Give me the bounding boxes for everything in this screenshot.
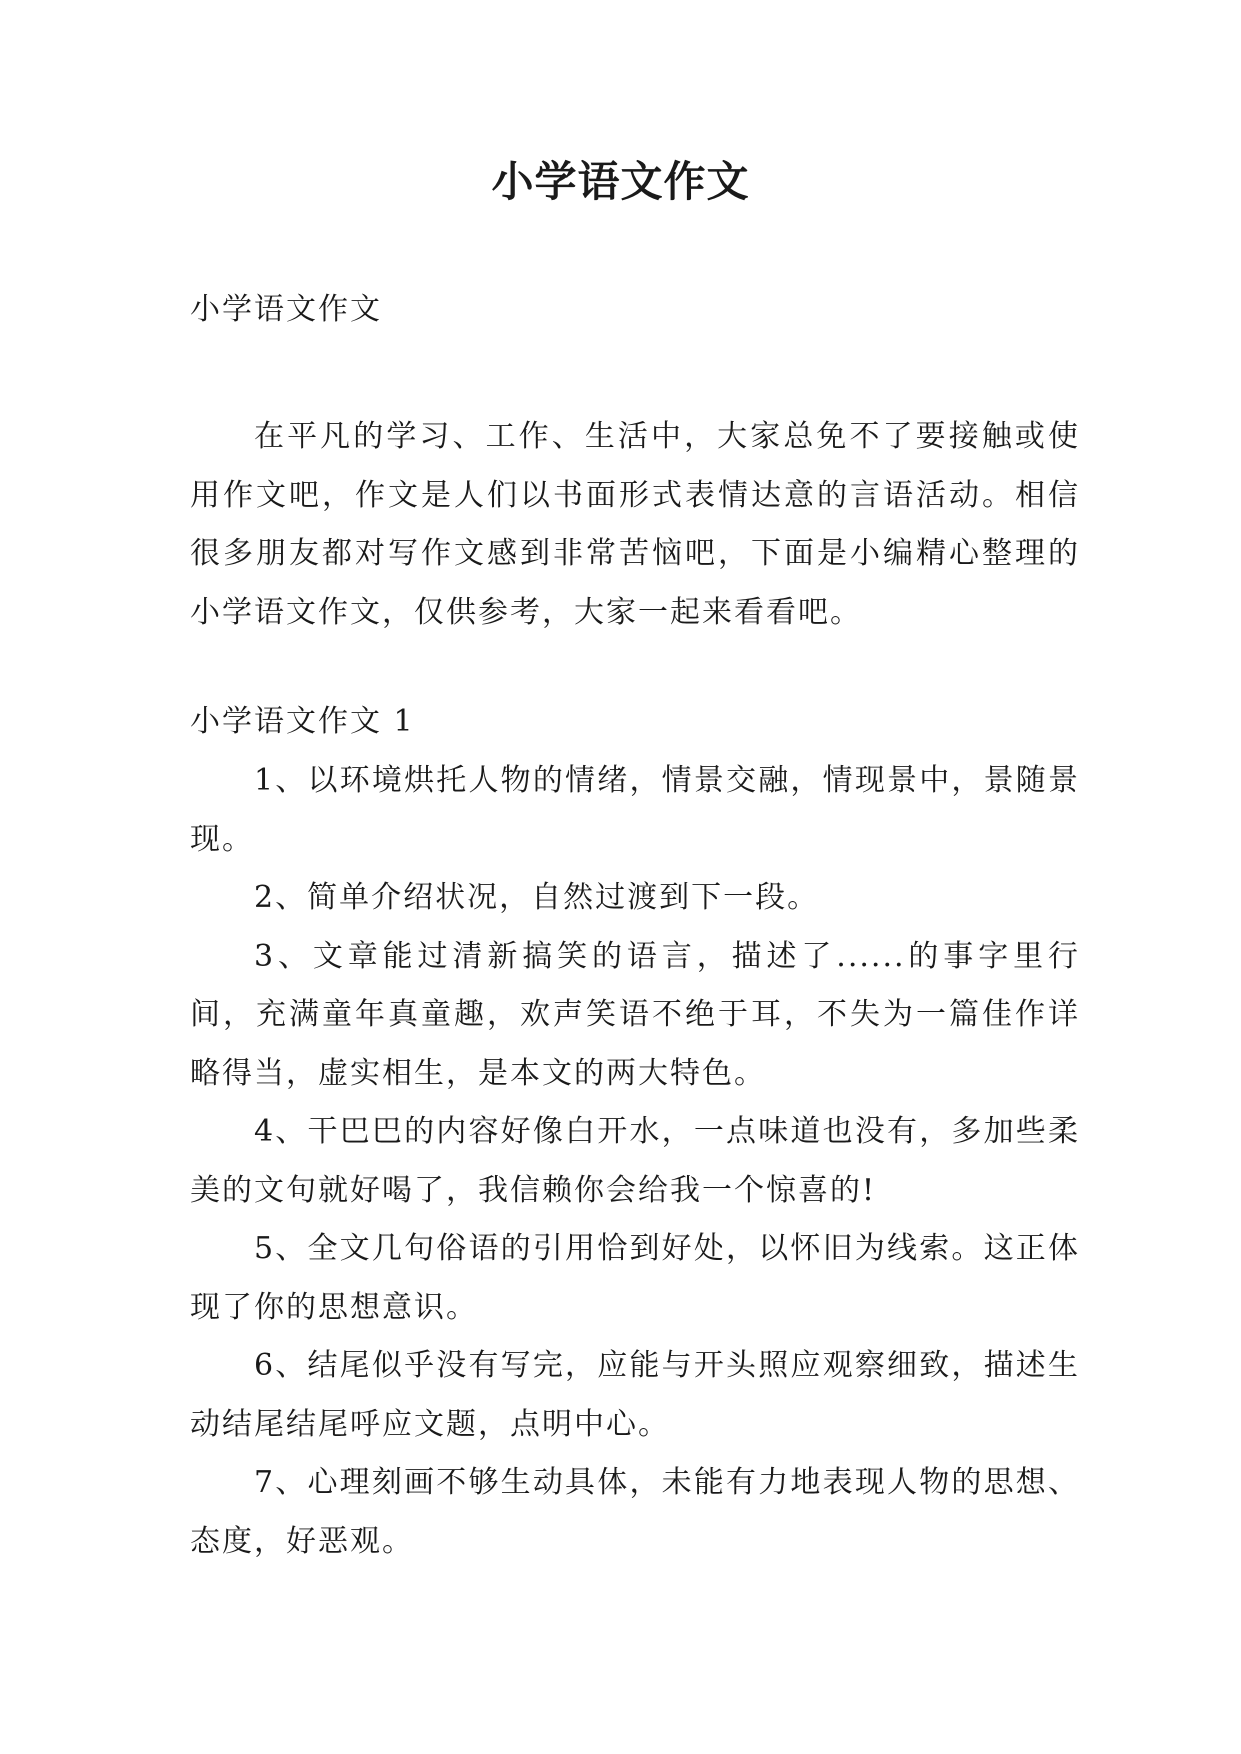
section-heading: 小学语文作文 1 [190, 704, 415, 739]
comment-item-3: 3、文章能过清新搞笑的语言，描述了......的事字里行间，充满童年真童趣，欢声笑语不绝于耳，不失为一篇佳作详略得当，虚实相生，是本文的两大特色。 [190, 938, 1080, 1091]
document-subtitle: 小学语文作文 [190, 292, 382, 327]
comment-item-6: 6、结尾似乎没有写完，应能与开头照应观察细致，描述生动结尾结尾呼应文题，点明中心。 [190, 1348, 1080, 1442]
comment-item-5: 5、全文几句俗语的引用恰到好处，以怀旧为线索。这正体现了你的思想意识。 [190, 1231, 1080, 1325]
document-title: 小学语文作文 [491, 157, 750, 206]
comment-item-1: 1、以环境烘托人物的情绪，情景交融，情现景中，景随景现。 [190, 763, 1080, 857]
intro-paragraph: 在平凡的学习、工作、生活中，大家总免不了要接触或使用作文吧，作文是人们以书面形式表情达意的言语活动。相信很多朋友都对写作文感到非常苦恼吧，下面是小编精心整理的小学语文作文，仅供参考，大家一起来看看吧。 [190, 419, 1080, 630]
comment-list [190, 752, 1080, 1571]
comment-item-2: 2、简单介绍状况，自然过渡到下一段。 [254, 880, 820, 915]
comment-item-4: 4、干巴巴的内容好像白开水，一点味道也没有，多加些柔美的文句就好喝了，我信赖你会给我一个惊喜的! [190, 1114, 1080, 1208]
comment-item-7: 7、心理刻画不够生动具体，未能有力地表现人物的思想、态度，好恶观。 [190, 1465, 1080, 1559]
